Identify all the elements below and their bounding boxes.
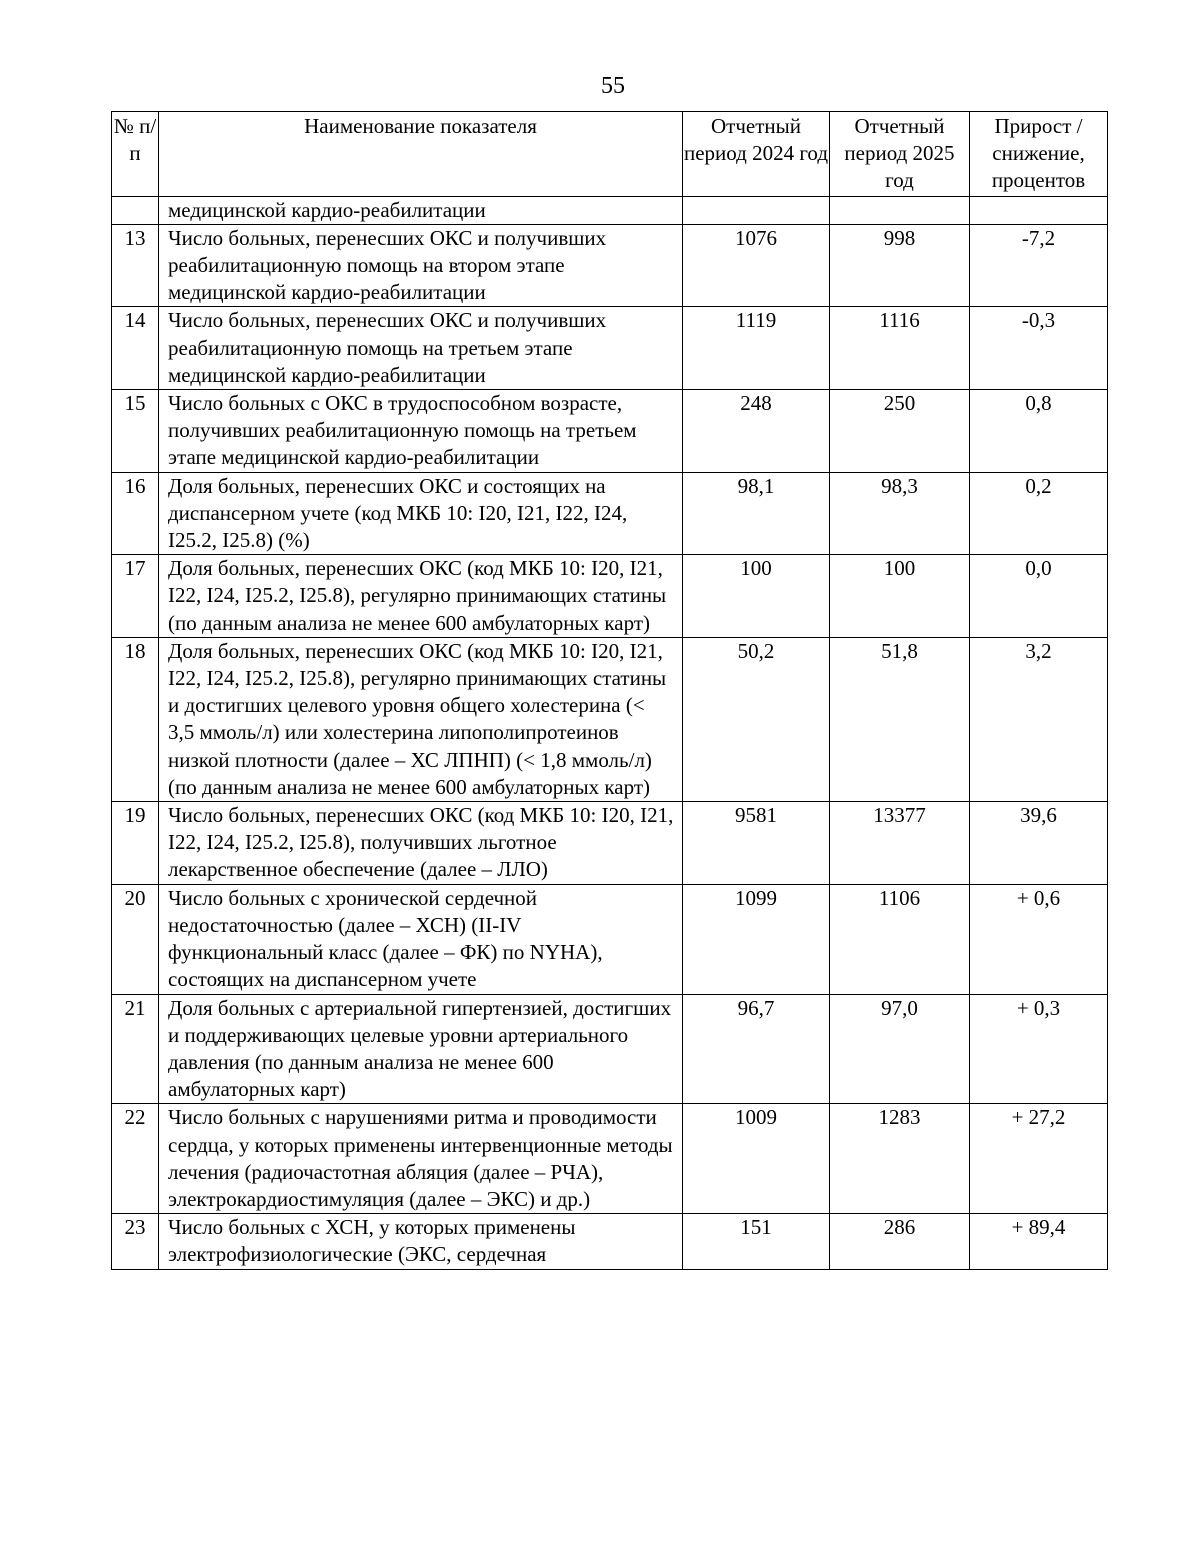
- row-change: [970, 196, 1108, 224]
- row-value-2025: [830, 196, 970, 224]
- row-value-2025: 1106: [830, 884, 970, 994]
- table-row: [112, 802, 1108, 885]
- row-num: 19: [112, 802, 159, 885]
- row-name: медицинской кардио-реабилитации: [159, 196, 683, 224]
- header-num: № п/п: [112, 112, 159, 197]
- row-value-2024: 96,7: [683, 994, 830, 1104]
- row-num: 15: [112, 390, 159, 473]
- row-num: 16: [112, 472, 159, 555]
- header-period-2025: Отчетный период 2025 год: [830, 112, 970, 197]
- row-value-2025: 250: [830, 390, 970, 473]
- table-row: [112, 555, 1108, 638]
- row-name: Число больных с ОКС в трудоспособном возрасте, получивших реабилитационную помощь на третьем этапе медицинской кардио-реабилитации: [159, 390, 683, 473]
- header-period-2024: Отчетный период 2024 год: [683, 112, 830, 197]
- row-change: 39,6: [970, 802, 1108, 885]
- row-value-2025: 51,8: [830, 637, 970, 801]
- table-row: [112, 637, 1108, 801]
- row-value-2025: 1116: [830, 307, 970, 390]
- row-change: + 0,6: [970, 884, 1108, 994]
- table-row: [112, 1104, 1108, 1214]
- row-change: 0,2: [970, 472, 1108, 555]
- row-value-2025: 998: [830, 224, 970, 307]
- row-change: 3,2: [970, 637, 1108, 801]
- row-num: [112, 196, 159, 224]
- row-name: Доля больных, перенесших ОКС (код МКБ 10: I20, I21, I22, I24, I25.2, I25.8), регулярно принимающих статины и достигших целевого уровня общего холестерина (< 3,5 ммоль/л) или холестерина липополипротеинов низкой плотности (далее – ХС ЛПНП) (< 1,8 ммоль/л) (по данным анализа не менее 600 амбулаторных карт): [159, 637, 683, 801]
- row-num: 22: [112, 1104, 159, 1214]
- table-row: [112, 1214, 1108, 1269]
- row-name: Доля больных с артериальной гипертензией, достигших и поддерживающих целевые уровни артериального давления (по данным анализа не менее 600 амбулаторных карт): [159, 994, 683, 1104]
- row-num: 20: [112, 884, 159, 994]
- table-row: [112, 994, 1108, 1104]
- row-value-2024: 248: [683, 390, 830, 473]
- row-name: Число больных с хронической сердечной недостаточностью (далее – ХСН) (II-IV функциональный класс (далее – ФК) по NYHA), состоящих на диспансерном учете: [159, 884, 683, 994]
- header-change: Прирост / снижение, процентов: [970, 112, 1108, 197]
- row-value-2024: 1009: [683, 1104, 830, 1214]
- row-change: 0,8: [970, 390, 1108, 473]
- table-header-row: [112, 112, 1108, 197]
- row-name: Доля больных, перенесших ОКС (код МКБ 10: I20, I21, I22, I24, I25.2, I25.8), регулярно принимающих статины (по данным анализа не менее 600 амбулаторных карт): [159, 555, 683, 638]
- row-value-2025: 13377: [830, 802, 970, 885]
- row-value-2025: 97,0: [830, 994, 970, 1104]
- table-row: [112, 307, 1108, 390]
- row-name: Число больных с ХСН, у которых применены электрофизиологические (ЭКС, сердечная: [159, 1214, 683, 1269]
- row-num: 17: [112, 555, 159, 638]
- row-num: 18: [112, 637, 159, 801]
- row-value-2024: 50,2: [683, 637, 830, 801]
- indicators-table: [111, 111, 1108, 1270]
- table-row: [112, 472, 1108, 555]
- row-num: 14: [112, 307, 159, 390]
- row-change: + 89,4: [970, 1214, 1108, 1269]
- table-row: [112, 390, 1108, 473]
- row-name: Число больных, перенесших ОКС и получивших реабилитационную помощь на втором этапе медицинской кардио-реабилитации: [159, 224, 683, 307]
- row-value-2025: 286: [830, 1214, 970, 1269]
- row-value-2024: 1099: [683, 884, 830, 994]
- row-num: 21: [112, 994, 159, 1104]
- row-value-2024: 1119: [683, 307, 830, 390]
- row-num: 23: [112, 1214, 159, 1269]
- table-row: [112, 884, 1108, 994]
- row-change: -0,3: [970, 307, 1108, 390]
- row-change: + 27,2: [970, 1104, 1108, 1214]
- row-value-2024: 151: [683, 1214, 830, 1269]
- row-value-2024: [683, 196, 830, 224]
- table-row: [112, 224, 1108, 307]
- row-change: 0,0: [970, 555, 1108, 638]
- row-value-2025: 98,3: [830, 472, 970, 555]
- table-row: [112, 196, 1108, 224]
- row-value-2025: 100: [830, 555, 970, 638]
- row-name: Доля больных, перенесших ОКС и состоящих на диспансерном учете (код МКБ 10: I20, I21, I22, I24, I25.2, I25.8) (%): [159, 472, 683, 555]
- row-name: Число больных, перенесших ОКС и получивших реабилитационную помощь на третьем этапе медицинской кардио-реабилитации: [159, 307, 683, 390]
- row-change: + 0,3: [970, 994, 1108, 1104]
- header-name: Наименование показателя: [159, 112, 683, 197]
- row-change: -7,2: [970, 224, 1108, 307]
- row-num: 13: [112, 224, 159, 307]
- row-value-2025: 1283: [830, 1104, 970, 1214]
- row-value-2024: 1076: [683, 224, 830, 307]
- row-value-2024: 98,1: [683, 472, 830, 555]
- row-name: Число больных, перенесших ОКС (код МКБ 10: I20, I21, I22, I24, I25.2, I25.8), получивших льготное лекарственное обеспечение (далее – ЛЛО): [159, 802, 683, 885]
- row-value-2024: 9581: [683, 802, 830, 885]
- page-number: 55: [601, 73, 625, 99]
- row-name: Число больных с нарушениями ритма и проводимости сердца, у которых применены интервенционные методы лечения (радиочастотная абляция (далее – РЧА), электрокардиостимуляция (далее – ЭКС) и др.): [159, 1104, 683, 1214]
- row-value-2024: 100: [683, 555, 830, 638]
